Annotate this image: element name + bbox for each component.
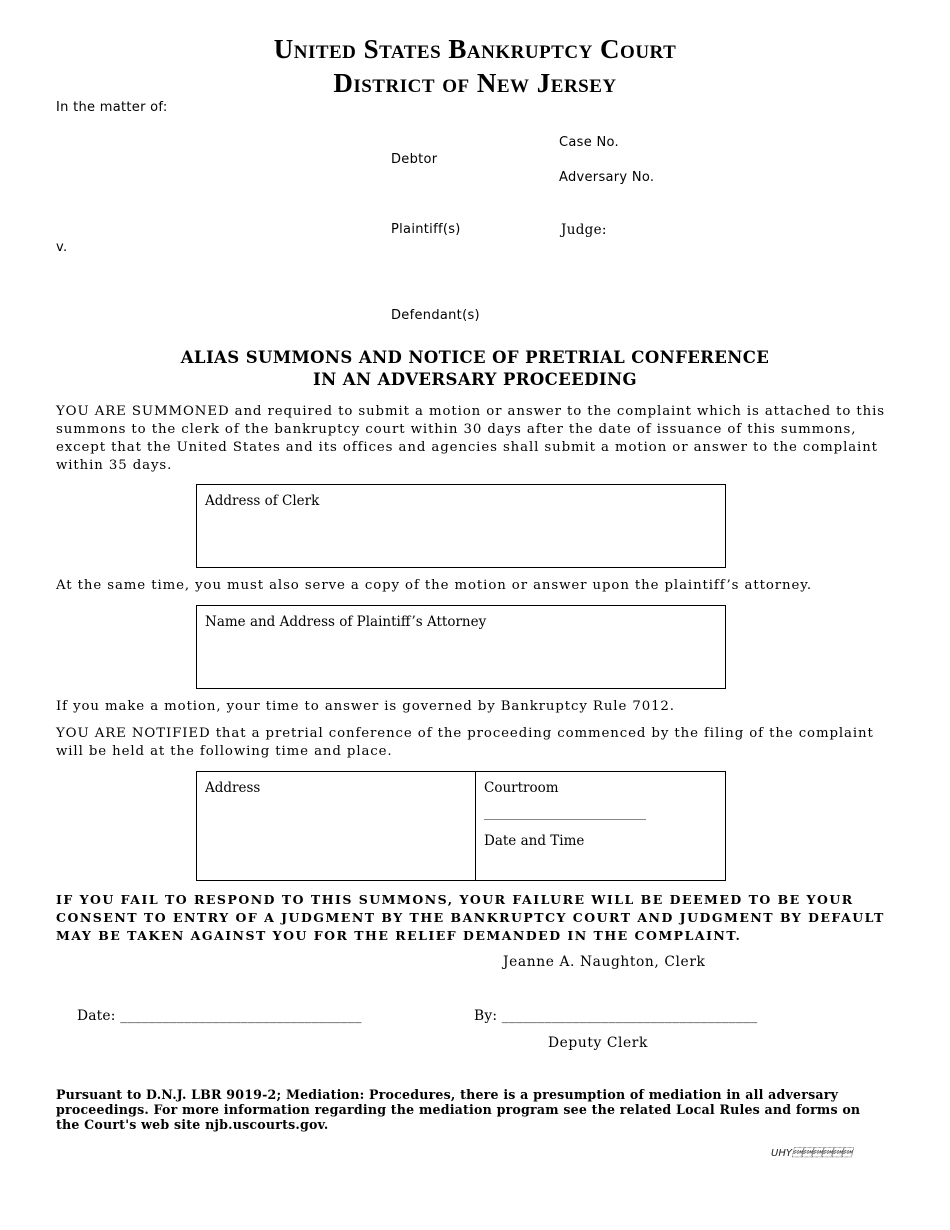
notified-paragraph: YOU ARE NOTIFIED that a pretrial conference of the proceeding commenced by the filing of the complaint will be held at the following time and place. xyxy=(56,726,874,759)
versus-label: v. xyxy=(56,240,68,255)
plaintiff-label: Plaintiff(s) xyxy=(391,222,461,237)
date-time-label: Date and Time xyxy=(484,833,585,849)
clerk-name: Jeanne A. Naughton, Clerk xyxy=(503,954,706,970)
courtroom-label: Courtroom xyxy=(484,780,559,796)
in-the-matter-of: In the matter of: xyxy=(56,100,168,115)
summoned-paragraph: YOU ARE SUMMONED and required to submit a motion or answer to the complaint which is attached to this summons to the clerk of the bankruptcy court within 30 days after the date of issuance of this summons, except that the United States and its offices and agencies shall submit a motion or answer to the complaint within 35 days. xyxy=(56,404,885,473)
district-name: District of New Jersey xyxy=(333,68,617,98)
adversary-no-label: Adversary No. xyxy=(559,170,655,185)
serve-copy-paragraph: At the same time, you must also serve a copy of the motion or answer upon the plaintiff’s attorney. xyxy=(56,578,813,593)
form-id: UHY xyxy=(771,1148,852,1159)
rule-paragraph: If you make a motion, your time to answer is governed by Bankruptcy Rule 7012. xyxy=(56,699,675,714)
plaintiff-attorney-box[interactable] xyxy=(196,605,726,689)
debtor-label: Debtor xyxy=(391,152,438,167)
conference-address-box[interactable] xyxy=(196,771,476,881)
clerk-address-box[interactable] xyxy=(196,484,726,568)
judge-label: Judge: xyxy=(561,222,607,238)
courtroom-underline: ___________________________ xyxy=(484,806,646,820)
deputy-clerk-label: Deputy Clerk xyxy=(548,1035,648,1051)
document-title-line2: IN AN ADVERSARY PROCEEDING xyxy=(313,370,637,389)
conference-address-label: Address xyxy=(205,780,261,796)
defendant-label: Defendant(s) xyxy=(391,308,480,323)
court-name: United States Bankruptcy Court xyxy=(273,34,677,64)
plaintiff-attorney-label: Name and Address of Plaintiff’s Attorney xyxy=(205,614,487,630)
document-title-line1: ALIAS SUMMONS AND NOTICE OF PRETRIAL CONFERENCE xyxy=(180,348,770,367)
courtroom-datetime-box[interactable] xyxy=(475,771,726,881)
clerk-address-label: Address of Clerk xyxy=(205,493,320,509)
mediation-note: Pursuant to D.N.J. LBR 9019-2; Mediation: Procedures, there is a presumption of mediation in all adversary proceedings. For more information regarding the mediation program see the related Local Rules and forms on the Court's web site njb.uscourts.gov. xyxy=(56,1087,861,1132)
by-signature-field[interactable]: By: ____________________________________ xyxy=(474,1008,758,1024)
default-warning: IF YOU FAIL TO RESPOND TO THIS SUMMONS, YOUR FAILURE WILL BE DEEMED TO BE YOUR CONSENT TO ENTRY OF A JUDGMENT BY THE BANKRUPTCY COURT AND JUDGMENT BY DEFAULT MAY BE TAKEN AGAINST YOU FOR THE RELIEF DEMANDED IN THE COMPLAINT. xyxy=(56,892,885,943)
case-no-label: Case No. xyxy=(559,135,619,150)
date-field[interactable]: Date: __________________________________ xyxy=(77,1008,362,1024)
